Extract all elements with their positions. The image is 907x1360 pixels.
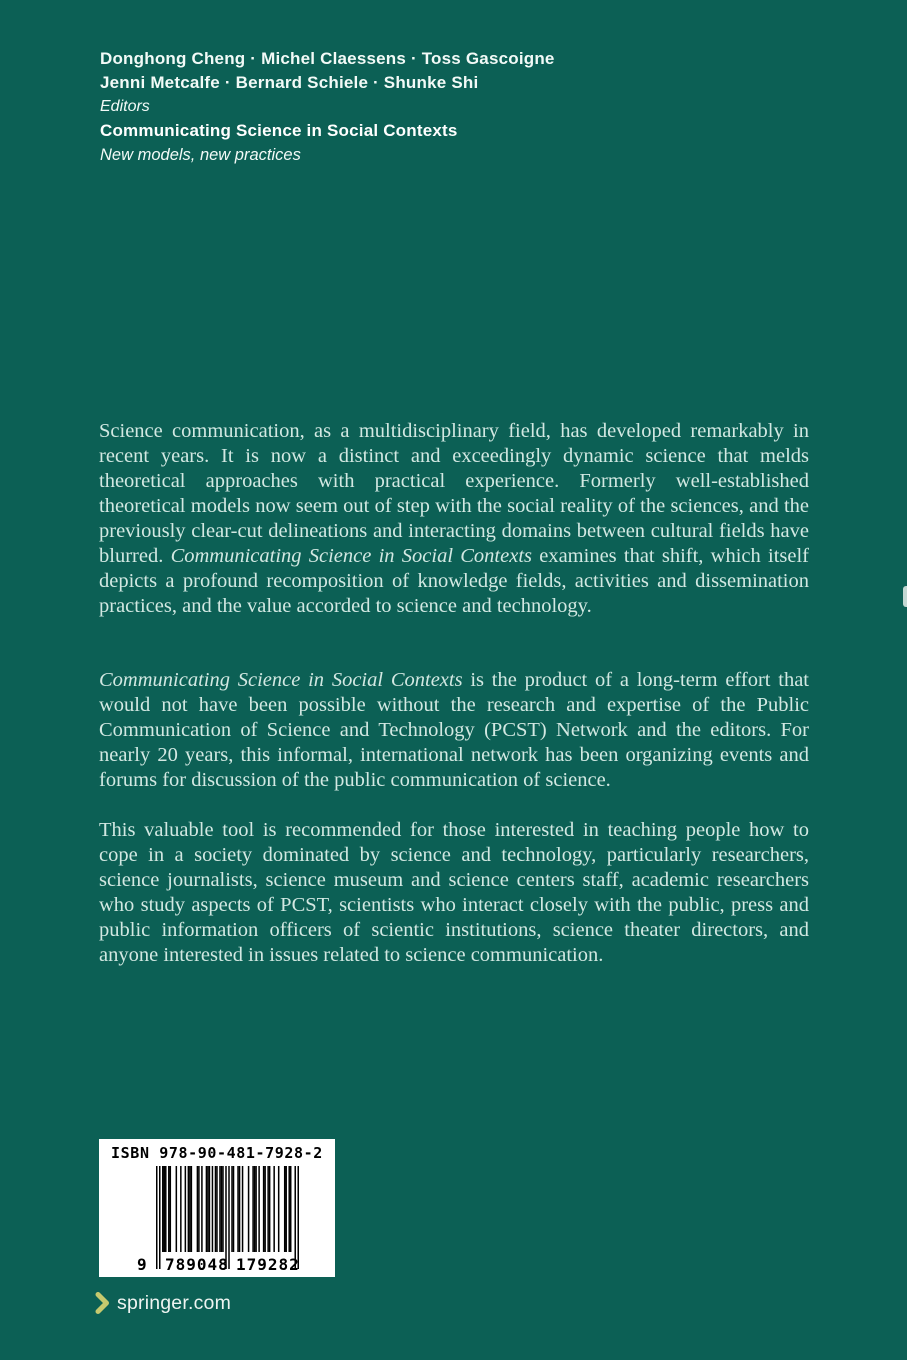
book-subtitle: New models, new practices xyxy=(100,146,301,164)
editors-label: Editors xyxy=(100,98,150,115)
isbn-barcode-panel xyxy=(99,1139,335,1277)
paragraph-text xyxy=(99,818,809,968)
book-title: Communicating Science in Social Contexts xyxy=(100,121,458,140)
isbn-number-label: ISBN 978-90-481-7928-2 xyxy=(111,1144,323,1162)
paragraph-run-italic: Communicating Science in Social Contexts xyxy=(170,545,532,567)
blurb-paragraph-3 xyxy=(99,818,809,993)
springer-chevron-icon xyxy=(95,1291,110,1315)
publisher-url: springer.com xyxy=(117,1291,232,1314)
editor-names-line2: Jenni Metcalfe · Bernard Schiele · Shunke Shi xyxy=(100,73,479,92)
paragraph-text xyxy=(99,419,809,619)
publisher-footer xyxy=(95,1289,231,1317)
paragraph-run: is the product of a long-term effort that would not have been possible without the research and expertise of the Public Communication of Science and Technology (PCST) Network and the editors. For nearly 20 years, this informal, international network has been organizing events and forums for discussion of the public communication of science. xyxy=(99,669,810,791)
barcode-digits-right: 179282 xyxy=(236,1255,300,1274)
scan-edge-artifact xyxy=(903,586,907,607)
paragraph-run-italic: Communicating Science in Social Contexts xyxy=(99,669,463,691)
paragraph-run: This valuable tool is recommended for those interested in teaching people how to cope in a society dominated by science and technology, particularly researchers, science journalists, science museum and science centers staff, academic researchers who study aspects of PCST, scientists who interact closely with the public, press and public information officers of scientic institutions, science theater directors, and anyone interested in issues related to science communication. xyxy=(99,819,809,966)
barcode-digit-first: 9 xyxy=(137,1255,148,1274)
paragraph-run: examines that shift, which itself depicts a profound recomposition of knowledge fields, activities and dissemination practices, and the value accorded to science and technology. xyxy=(99,545,809,617)
barcode-digits-left: 789048 xyxy=(165,1255,229,1274)
header-block xyxy=(100,47,820,167)
paragraph-text xyxy=(99,668,809,793)
paragraph-run: Science communication, as a multidisciplinary field, has developed remarkably in recent years. It is now a distinct and exceedingly dynamic science that melds theoretical approaches with practical experience. Formerly well-established theoretical models now seem out of step with the social reality of the sciences, and the previously clear-cut delineations and interacting domains between cultural fields have blurred. xyxy=(99,420,809,567)
ean13-barcode xyxy=(156,1166,299,1269)
blurb-paragraph-1 xyxy=(99,419,809,644)
editor-names-line1: Donghong Cheng · Michel Claessens · Toss Gascoigne xyxy=(100,49,555,68)
blurb-paragraph-2 xyxy=(99,668,809,818)
